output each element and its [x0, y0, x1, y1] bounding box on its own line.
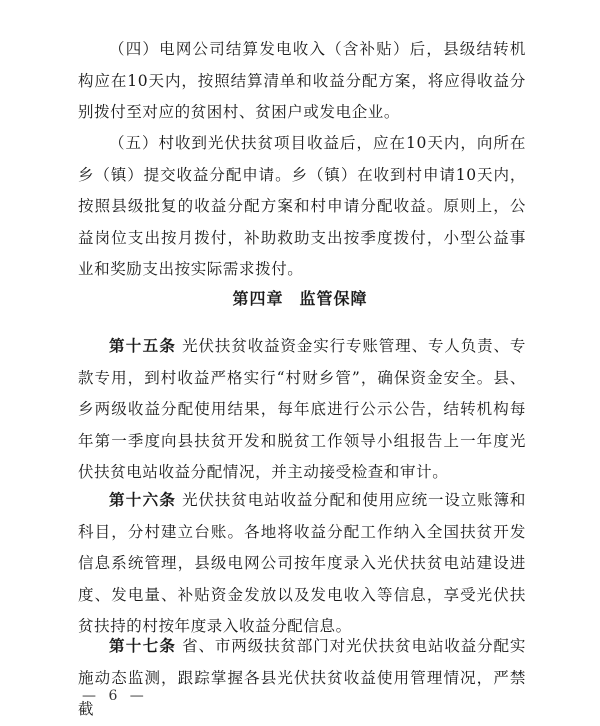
article-text: 省、市两级扶贫部门对光伏扶贫电站收益分配实施动态监测，跟踪掌握各县光伏扶贫收益使用管理情况，严禁截 [78, 637, 526, 718]
paragraph-item-4 [78, 34, 526, 129]
page-number: — 6 — [82, 688, 148, 704]
chapter-heading [0, 286, 600, 309]
article-label: 第十七条 [109, 636, 177, 655]
article-label: 第十五条 [109, 336, 177, 355]
article-label: 第十六条 [109, 490, 177, 509]
paragraph-text: （四）电网公司结算发电收入（含补贴）后，县级结转机构应在10天内，按照结算清单和收益分配方案，将应得收益分别拨付至对应的贫困村、贫困户或发电企业。 [78, 40, 526, 121]
article-text: 光伏扶贫收益资金实行专账管理、专人负责、专款专用，到村收益严格实行“村财乡管”，确保资金安全。县、乡两级收益分配使用结果，每年底进行公示公告，结转机构每年第一季度向县扶贫开发和脱贫工作领导小组报告上一年度光伏扶贫电站收益分配情况，并主动接受检查和审计。 [78, 337, 526, 481]
chapter-title: 监管保障 [299, 289, 368, 308]
article-16 [78, 484, 526, 643]
paragraph-item-5 [78, 128, 526, 286]
paragraph-text: （五）村收到光伏扶贫项目收益后，应在10天内，向所在乡（镇）提交收益分配申请。乡（镇）在收到村申请10天内，按照县级批复的收益分配方案和村申请分配收益。原则上，公益岗位支出按月拨付，补助救助支出按季度拨付，小型公益事业和奖励支出按实际需求拨付。 [78, 134, 526, 278]
article-text: 光伏扶贫电站收益分配和使用应统一设立账簿和科目，分村建立台账。各地将收益分配工作纳入全国扶贫开发信息系统管理，县级电网公司按年度录入光伏扶贫电站建设进度、发电量、补贴资金发放以及发电收入等信息，享受光伏扶贫扶持的村按年度录入收益分配信息。 [78, 491, 526, 635]
chapter-number: 第四章 [232, 289, 284, 308]
article-15 [78, 330, 526, 489]
article-17 [78, 630, 526, 726]
